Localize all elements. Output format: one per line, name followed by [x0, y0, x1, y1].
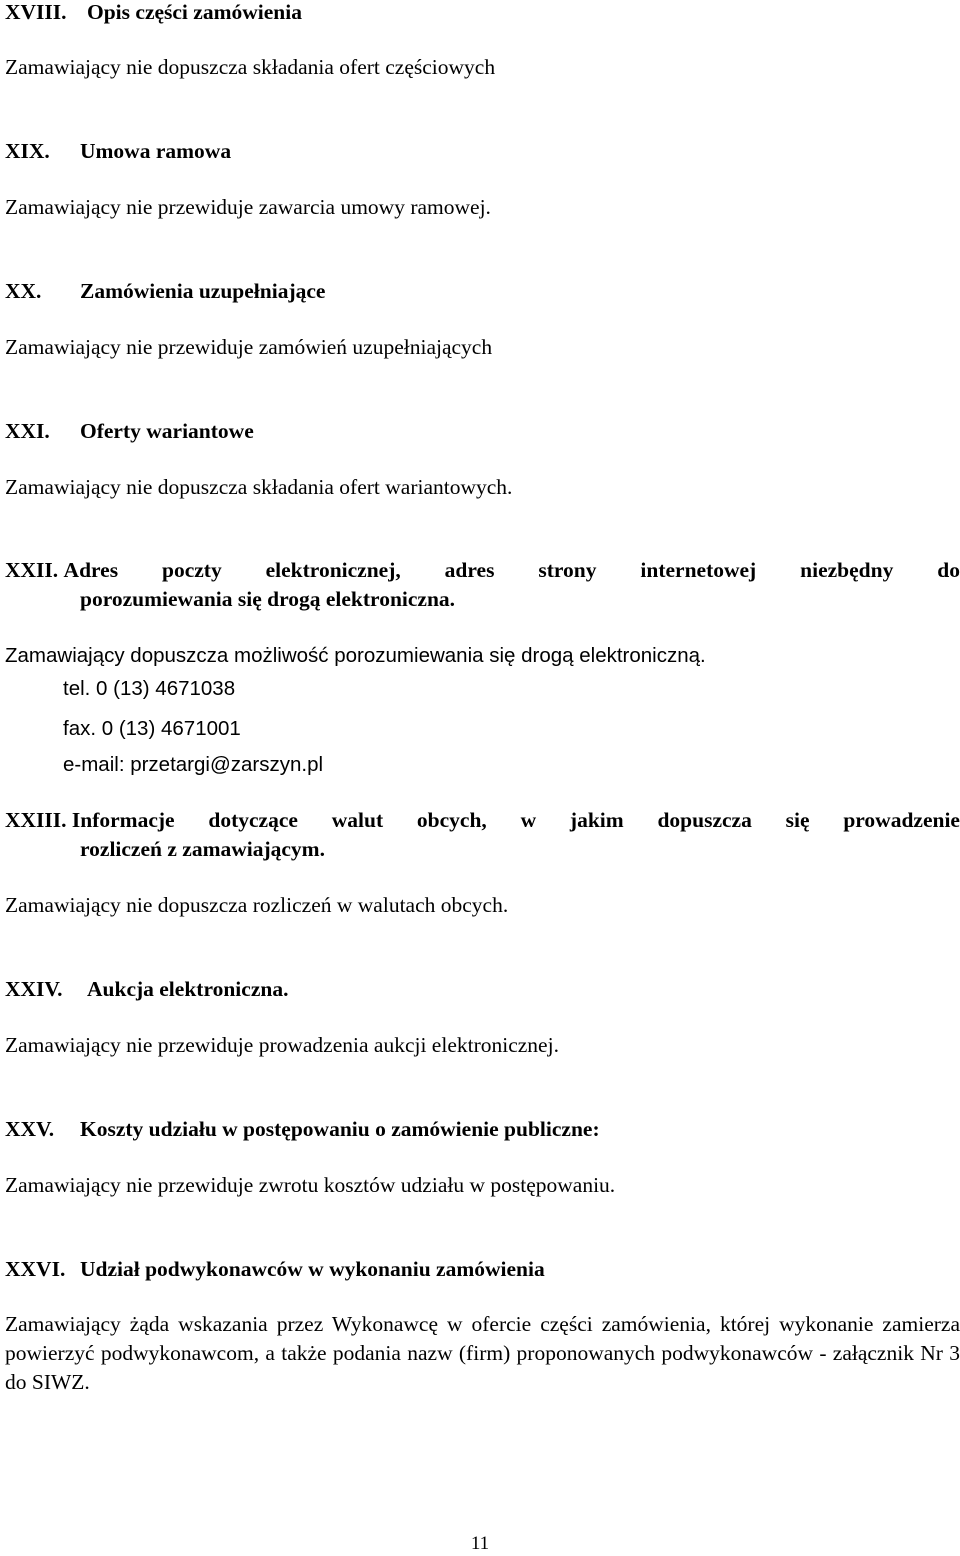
section-number: XXIV.	[5, 977, 63, 1001]
section-title: Zamówienia uzupełniające	[80, 279, 326, 303]
heading-word: Informacje	[71, 808, 175, 832]
section-number: XXII.	[5, 558, 59, 582]
section-text-xxvi: Zamawiający żąda wskazania przez Wykonawcę w ofercie części zamówienia, której wykonanie zamierza powierzyć podwykonawcom, a także podania nazw (firm) proponowanych podwykonawców - załącznik Nr 3 do SIWZ.	[5, 1312, 960, 1394]
heading-word: internetowej	[640, 558, 757, 582]
heading-line-2: porozumiewania się drogą elektroniczna.	[80, 587, 456, 611]
heading-line	[5, 806, 960, 835]
section-heading-xxiii	[5, 806, 960, 864]
heading-word: adres	[444, 558, 495, 582]
heading-word: Adres	[63, 558, 119, 582]
section-number: XXIII.	[5, 808, 67, 832]
heading-word: dopuszcza	[657, 808, 752, 832]
heading-word: prowadzenie	[843, 808, 960, 832]
contact-email: e-mail: przetargi@zarszyn.pl	[63, 753, 324, 776]
contact-fax: fax. 0 (13) 4671001	[63, 717, 241, 740]
section-heading-xxiv	[5, 974, 960, 1004]
section-text-xx: Zamawiający nie przewiduje zamówień uzupełniających	[5, 335, 493, 359]
heading-word: niezbędny	[800, 558, 894, 582]
heading-word: jakim	[569, 808, 624, 832]
heading-line	[5, 556, 960, 585]
section-title: Aukcja elektroniczna.	[87, 977, 289, 1001]
heading-word: elektronicznej,	[265, 558, 401, 582]
heading-word: dotyczące	[208, 808, 298, 832]
heading-word: do	[937, 558, 960, 582]
section-number: XX.	[5, 279, 42, 303]
heading-word: się	[785, 808, 810, 832]
section-number: XXV.	[5, 1117, 55, 1141]
section-number: XIX.	[5, 139, 50, 163]
section-heading-xix	[5, 136, 960, 166]
section-text-xxi: Zamawiający nie dopuszcza składania ofert wariantowych.	[5, 475, 513, 499]
section-text-xxiii: Zamawiający nie dopuszcza rozliczeń w walutach obcych.	[5, 893, 509, 917]
section-heading-xxv	[5, 1114, 960, 1144]
section-number: XXI.	[5, 419, 50, 443]
contact-tel: tel. 0 (13) 4671038	[63, 677, 236, 700]
section-number: XVIII.	[5, 0, 67, 24]
section-title: Koszty udziału w postępowaniu o zamówienie publiczne:	[80, 1117, 600, 1141]
heading-word: poczty	[162, 558, 222, 582]
section-number: XXVI.	[5, 1257, 66, 1281]
page-number: 11	[470, 1533, 490, 1554]
section-title: Oferty wariantowe	[80, 419, 254, 443]
section-text-xviii: Zamawiający nie dopuszcza składania ofert częściowych	[5, 55, 496, 79]
section-heading-xxii	[5, 556, 960, 614]
heading-word: strony	[538, 558, 597, 582]
heading-word: w	[520, 808, 537, 832]
heading-word: obcych,	[416, 808, 487, 832]
section-heading-xviii	[5, 0, 960, 27]
heading-line-2: rozliczeń z zamawiającym.	[80, 837, 325, 861]
section-heading-xxi	[5, 416, 960, 446]
section-text-xxv: Zamawiający nie przewiduje zwrotu kosztów udziału w postępowaniu.	[5, 1173, 616, 1197]
section-heading-xx	[5, 276, 960, 306]
section-title: Umowa ramowa	[80, 139, 232, 163]
section-heading-xxvi	[5, 1254, 960, 1284]
section-text-xix: Zamawiający nie przewiduje zawarcia umowy ramowej.	[5, 195, 491, 219]
section-title: Udział podwykonawców w wykonaniu zamówienia	[80, 1257, 545, 1281]
heading-word: walut	[331, 808, 384, 832]
section-title: Opis części zamówienia	[87, 0, 302, 24]
section-text-xxii: Zamawiający dopuszcza możliwość porozumiewania się drogą elektroniczną.	[5, 644, 706, 667]
section-text-xxiv: Zamawiający nie przewiduje prowadzenia aukcji elektronicznej.	[5, 1033, 559, 1057]
